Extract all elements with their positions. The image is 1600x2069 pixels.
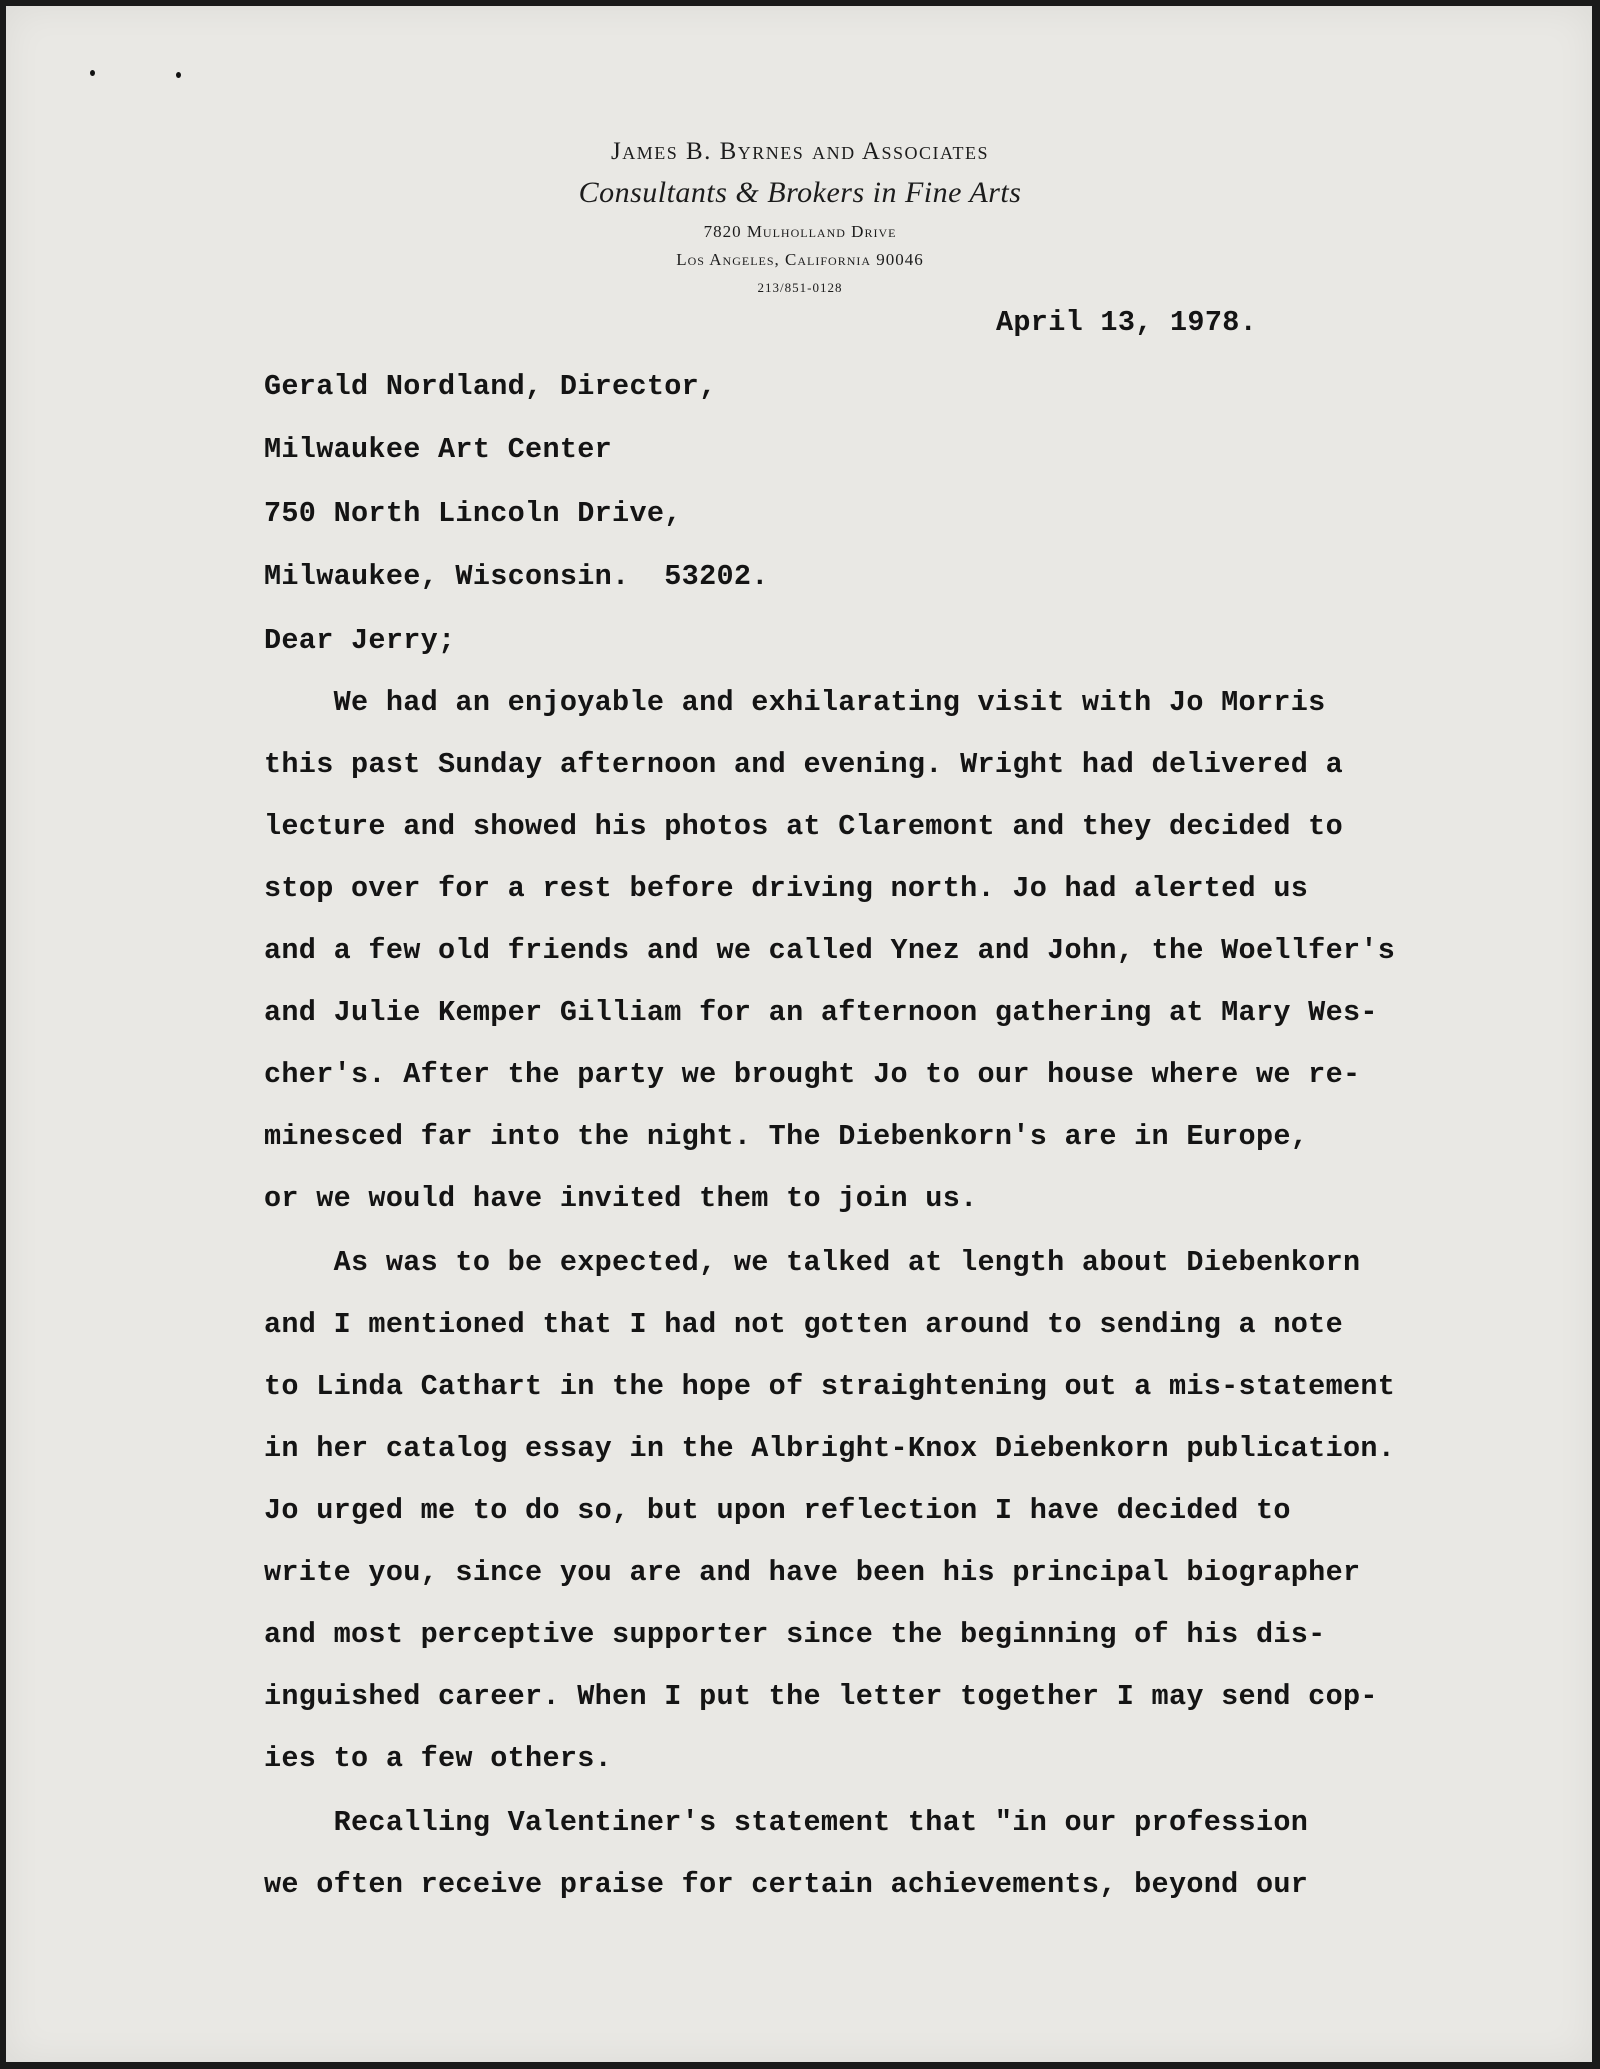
body-line: Jo urged me to do so, but upon reflection I have decided to (264, 1494, 1291, 1527)
body-line: in her catalog essay in the Albright-Knox Diebenkorn publication. (264, 1432, 1396, 1465)
body-line: Recalling Valentiner's statement that "in our profession (264, 1806, 1309, 1839)
letterhead-street: 7820 Mulholland Drive (703, 222, 897, 241)
letterhead-phone: 213/851-0128 (757, 280, 843, 295)
salutation: Dear Jerry; (264, 624, 456, 657)
body-line: to Linda Cathart in the hope of straightening out a mis-statement (264, 1370, 1396, 1403)
body-line: and I mentioned that I had not gotten around to sending a note (264, 1308, 1343, 1341)
body-line: As was to be expected, we talked at length about Diebenkorn (264, 1246, 1361, 1279)
body-line: and most perceptive supporter since the beginning of his dis- (264, 1618, 1326, 1651)
body-line: minesced far into the night. The Diebenkorn's are in Europe, (264, 1120, 1309, 1153)
body-line: and a few old friends and we called Ynez and John, the Woellfer's (264, 934, 1396, 967)
letter-page (6, 6, 1592, 2062)
body-line: stop over for a rest before driving north. Jo had alerted us (264, 872, 1309, 905)
body-line: this past Sunday afternoon and evening. Wright had delivered a (264, 748, 1343, 781)
paper-speck (90, 70, 95, 76)
body-line: We had an enjoyable and exhilarating visit with Jo Morris (264, 686, 1326, 719)
recipient-line-2: Milwaukee Art Center (264, 433, 613, 466)
letterhead-firm-name: James B. Byrnes and Associates (610, 138, 990, 165)
body-line: we often receive praise for certain achievements, beyond our (264, 1868, 1309, 1901)
recipient-line-1: Gerald Nordland, Director, (264, 370, 717, 403)
body-line: or we would have invited them to join us. (264, 1182, 978, 1215)
body-line: and Julie Kemper Gilliam for an afternoon gathering at Mary Wes- (264, 996, 1378, 1029)
paper-speck (176, 72, 181, 78)
body-line: cher's. After the party we brought Jo to our house where we re- (264, 1058, 1361, 1091)
letterhead-city: Los Angeles, California 90046 (676, 250, 924, 269)
letterhead-tagline: Consultants & Brokers in Fine Arts (578, 176, 1022, 209)
recipient-line-3: 750 North Lincoln Drive, (264, 497, 682, 530)
body-line: lecture and showed his photos at Claremont and they decided to (264, 810, 1343, 843)
letter-date: April 13, 1978. (996, 306, 1258, 339)
body-line: ies to a few others. (264, 1742, 613, 1775)
body-line: write you, since you are and have been his principal biographer (264, 1556, 1361, 1589)
body-line: inguished career. When I put the letter together I may send cop- (264, 1680, 1378, 1713)
recipient-line-4: Milwaukee, Wisconsin. 53202. (264, 560, 769, 593)
